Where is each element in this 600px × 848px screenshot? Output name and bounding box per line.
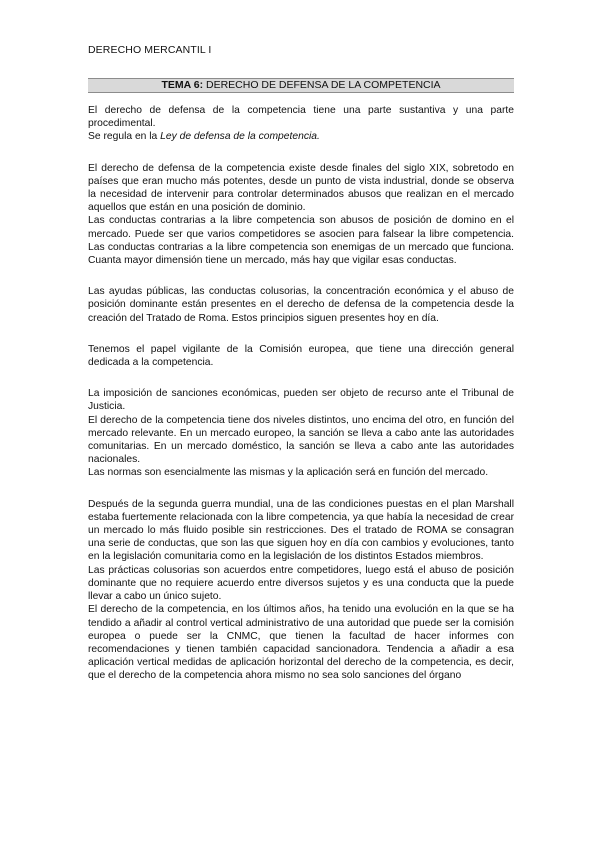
section-title-text: DERECHO DE DEFENSA DE LA COMPETENCIA <box>203 79 441 91</box>
section-title-label: TEMA 6: <box>161 79 204 91</box>
paragraph: El derecho de defensa de la competencia tiene una parte sustantiva y una parte procedimental. <box>88 105 514 130</box>
paragraph: El derecho de defensa de la competencia existe desde finales del siglo XIX, sobretodo en países que eran mucho más potentes, desde un punto de vista industrial, donde se observa la necesidad de intervenir para controlar determinados abusos que realizan en el mercado aquellos que están en una posición de dominio. <box>88 162 514 214</box>
law-name: Ley de defensa de la competencia. <box>160 131 320 143</box>
paragraph: La imposición de sanciones económicas, pueden ser objeto de recurso ante el Tribunal de Justicia. <box>88 388 514 413</box>
paragraph: Después de la segunda guerra mundial, una de las condiciones puestas en el plan Marshall estaba fuertemente relacionada con la libre competencia, ya que había la necesidad de crear un mercado lo más fluido posible sin restricciones. Des el tratado de ROMA se consagran una serie de conductas, que son las que siguen hoy en día con cambios y evoluciones, tanto en la legislación comunitaria como en la legislación de los distintos Estados miembros. <box>88 498 514 563</box>
section-title <box>88 78 514 93</box>
document-body <box>88 104 514 683</box>
paragraph: Las ayudas públicas, las conductas colusorias, la concentración económica y el abuso de posición dominante están presentes en el derecho de defensa de la competencia desde la creación del Tratado de Roma. Estos principios siguen presentes hoy en día. <box>88 286 514 324</box>
paragraph: Las conductas contrarias a la libre competencia son abusos de posición de domino en el mercado. Puede ser que varios competidores se asocien para falsear la libre competencia. Las conductas contrarias a la libre competencia son enemigas de un mercado que funciona. Cuanta mayor dimensión tiene un mercado, más hay que vigilar esas conductas. <box>88 215 514 267</box>
paragraph: El derecho de la competencia tiene dos niveles distintos, uno encima del otro, en función del mercado relevante. En un mercado europeo, la sanción se lleva a cabo ante las autoridades comunitarias. En un mercado doméstico, la sanción se lleva a cabo ante las autoridades nacionales. <box>88 414 514 466</box>
page-header: DERECHO MERCANTIL I <box>88 44 212 56</box>
paragraph: Las prácticas colusorias son acuerdos entre competidores, luego está el abuso de posición dominante que no requiere acuerdo entre diversos sujetos y es una conducta que la puede llevar a cabo un único sujeto. <box>88 564 514 603</box>
paragraph: El derecho de la competencia, en los últimos años, ha tenido una evolución en la que se ha tendido a añadir al control vertical administrativo de una autoridad que puede ser la comisión europea o puede ser la CNMC, que tienen la facultad de hacer informes con recomendaciones y tienen también capacidad sancionadora. Tendencia a añadir a esa aplicación vertical medidas de aplicación horizontal del derecho de la competencia, es decir, que el derecho de la competencia ahora mismo no sea solo sanciones del órgano <box>88 604 514 682</box>
paragraph <box>88 130 514 143</box>
paragraph: Tenemos el papel vigilante de la Comisión europea, que tiene una dirección general dedicada a la competencia. <box>88 343 514 369</box>
paragraph-text: Se regula en la <box>88 131 161 143</box>
paragraph: Las normas son esencialmente las mismas y la aplicación será en función del mercado. <box>88 467 489 479</box>
